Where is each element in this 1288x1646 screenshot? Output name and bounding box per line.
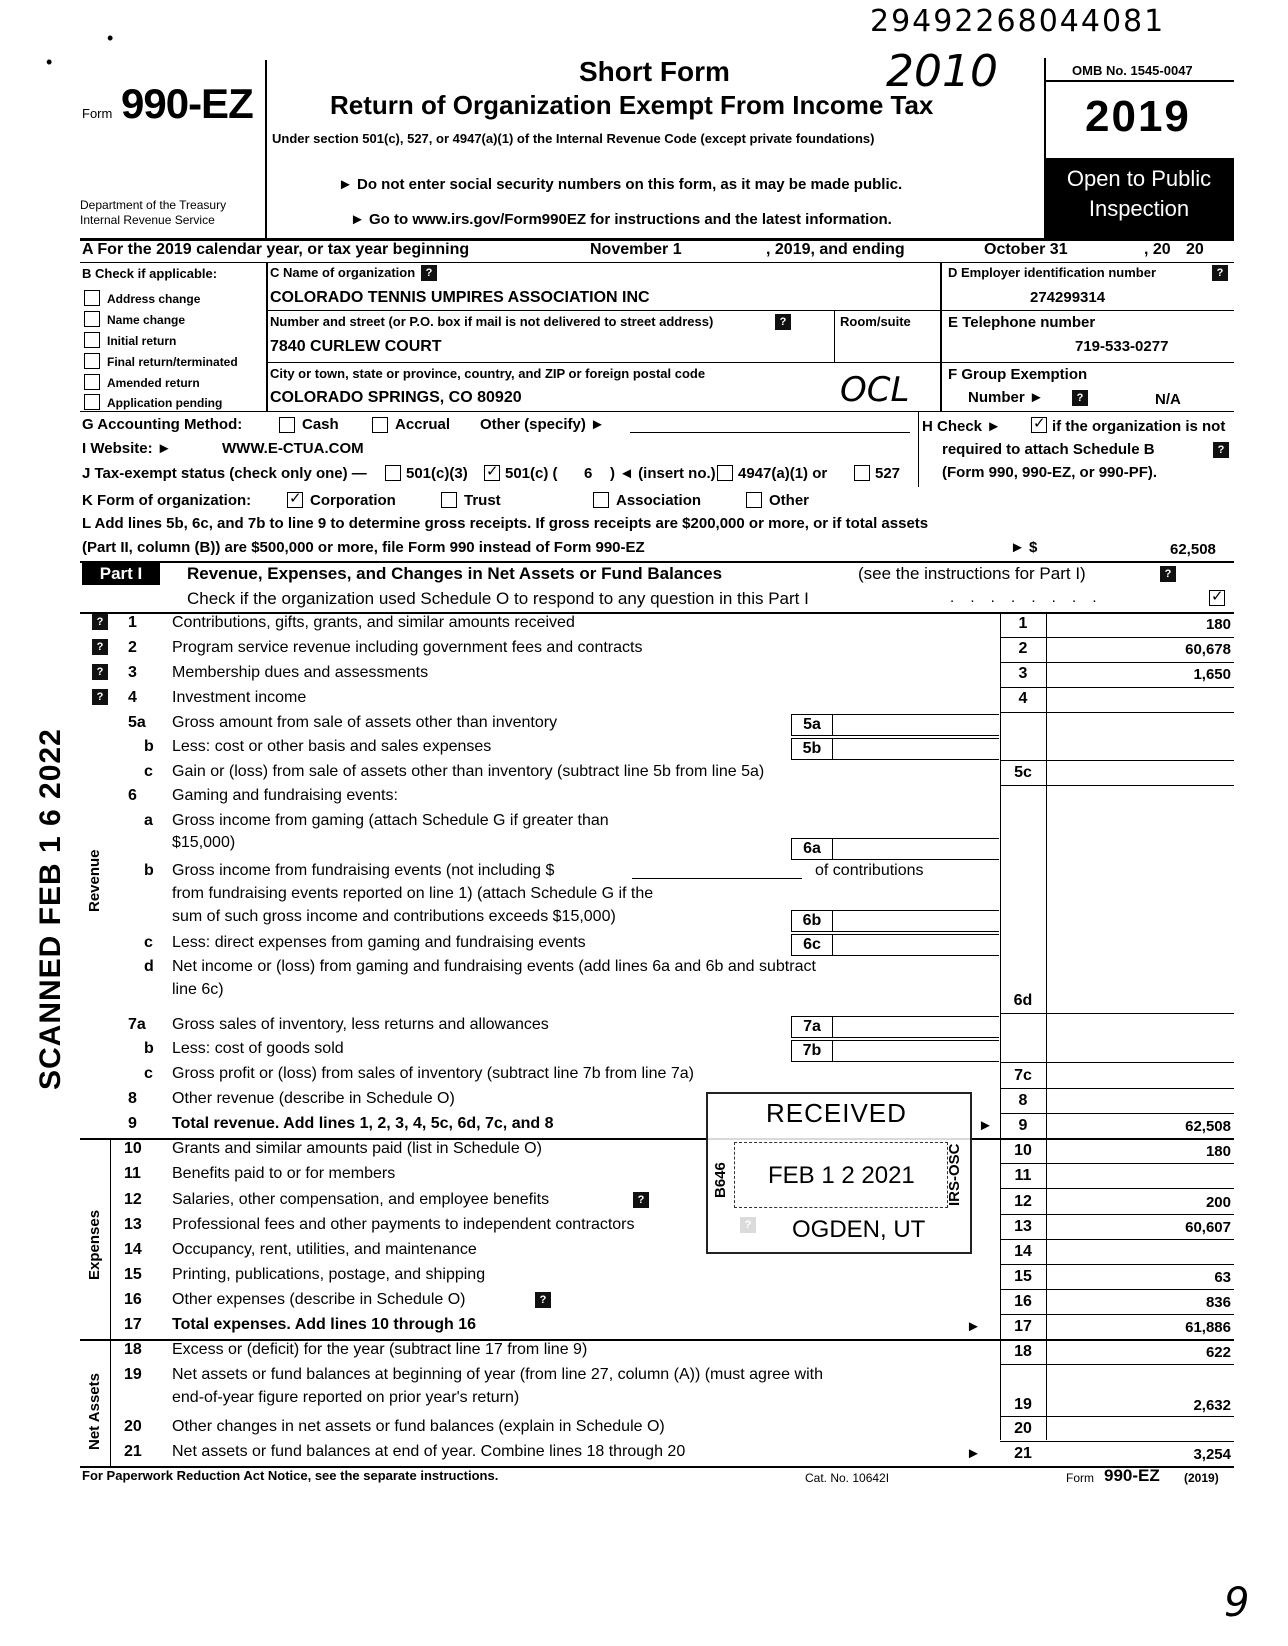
room-label: Room/suite bbox=[840, 314, 911, 329]
line-number: 16 bbox=[124, 1291, 142, 1308]
page-mark: 9 bbox=[1224, 1580, 1250, 1626]
inner-box-label: 6c bbox=[791, 934, 833, 956]
line-h-text3: required to attach Schedule B bbox=[942, 441, 1155, 458]
box-label: 3 bbox=[1018, 665, 1028, 682]
city-label: City or town, state or province, country, and ZIP or foreign postal code bbox=[270, 366, 706, 381]
inner-box-label: 6a bbox=[791, 838, 833, 860]
row-rule bbox=[1000, 1364, 1234, 1365]
footer-form-label: Form bbox=[1066, 1471, 1094, 1485]
gross-receipts-value[interactable]: 62,508 bbox=[1170, 541, 1216, 558]
line-2-text: Program service revenue including government fees and contracts bbox=[172, 639, 643, 656]
line-18-amount[interactable]: 622 bbox=[1205, 1344, 1231, 1361]
help-icon[interactable]: ? bbox=[92, 664, 108, 680]
line-6a-text1: Gross income from gaming (attach Schedule G if greater than bbox=[172, 812, 609, 829]
handwritten-code: OCL bbox=[840, 370, 910, 410]
expenses-side-label: Expenses bbox=[86, 1209, 103, 1280]
arrow-icon: ► bbox=[966, 1445, 981, 1462]
row-rule bbox=[1000, 1239, 1234, 1240]
line-6c-text: Less: direct expenses from gaming and fundraising events bbox=[172, 934, 586, 951]
form-subtitle: Under section 501(c), 527, or 4947(a)(1) of the Internal Revenue Code (except private foundations) bbox=[272, 131, 875, 146]
help-icon[interactable]: ? bbox=[92, 689, 108, 705]
line-6c-amount[interactable] bbox=[833, 934, 999, 956]
line-9-text: Total revenue. Add lines 1, 2, 3, 4, 5c, 6d, 7c, and 8 bbox=[172, 1115, 554, 1132]
line-number: 20 bbox=[124, 1418, 142, 1435]
schedule-o-check-text: Check if the organization used Schedule O to respond to any question in this Part I bbox=[187, 589, 809, 608]
line-g-label: G Accounting Method: bbox=[82, 416, 243, 433]
501c3-label: 501(c)(3) bbox=[406, 465, 468, 482]
help-icon[interactable]: ? bbox=[421, 265, 437, 281]
line-6b-text2: from fundraising events reported on line 1) (attach Schedule G if the bbox=[172, 885, 654, 902]
line-21-text: Net assets or fund balances at end of year. Combine lines 18 through 20 bbox=[172, 1443, 686, 1460]
line-number: 7a bbox=[128, 1016, 146, 1033]
help-icon[interactable]: ? bbox=[535, 1292, 551, 1308]
line-number: 19 bbox=[124, 1366, 142, 1383]
line-number: 21 bbox=[124, 1443, 142, 1460]
line-5a-text: Gross amount from sale of assets other than inventory bbox=[172, 714, 558, 731]
row-rule bbox=[1000, 1441, 1234, 1442]
line-6b-text1b: of contributions bbox=[815, 862, 924, 879]
association-label: Association bbox=[616, 492, 702, 509]
row-rule bbox=[1000, 1188, 1234, 1189]
dept-line2: Internal Revenue Service bbox=[80, 213, 215, 227]
line-13-amount[interactable]: 60,607 bbox=[1185, 1219, 1231, 1236]
open-to-public-text: Open to Public Inspection bbox=[1066, 166, 1212, 221]
phone-value[interactable]: 719-533-0277 bbox=[1075, 338, 1169, 355]
line-19-amount[interactable]: 2,632 bbox=[1193, 1397, 1231, 1414]
form-of-org-label: K Form of organization: bbox=[82, 492, 252, 509]
rule bbox=[80, 411, 1234, 412]
arrow-icon: ► bbox=[978, 1117, 993, 1134]
instruction-link: ► Go to www.irs.gov/Form990EZ for instructions and the latest information. bbox=[350, 211, 892, 228]
rule bbox=[266, 310, 940, 311]
line-number: b bbox=[144, 1040, 154, 1057]
ein-value[interactable]: 274299314 bbox=[1030, 289, 1106, 306]
box-label: 9 bbox=[1018, 1117, 1028, 1134]
box-label: 21 bbox=[1014, 1445, 1032, 1462]
header-rule bbox=[1044, 80, 1234, 82]
line-6a-amount[interactable] bbox=[833, 838, 999, 860]
line-number: a bbox=[144, 812, 153, 829]
net-assets-side-label: Net Assets bbox=[86, 1373, 103, 1450]
other-org-checkbox[interactable] bbox=[746, 492, 762, 508]
box-label: 5c bbox=[1014, 764, 1032, 781]
line-13-text: Professional fees and other payments to independent contractors bbox=[172, 1216, 635, 1233]
schedule-o-checkbox[interactable] bbox=[1209, 590, 1225, 606]
inner-box-label: 7b bbox=[791, 1040, 833, 1062]
box-label: 15 bbox=[1014, 1268, 1032, 1285]
line-12-text: Salaries, other compensation, and employee benefits bbox=[172, 1191, 550, 1208]
amended-return-label: Amended return bbox=[107, 376, 200, 390]
row-rule bbox=[1000, 1289, 1234, 1290]
corporation-checkbox[interactable] bbox=[287, 492, 303, 508]
line-5b-text: Less: cost or other basis and sales expenses bbox=[172, 738, 492, 755]
box-label: 2 bbox=[1018, 640, 1028, 657]
tax-year: 2019 bbox=[1085, 92, 1191, 141]
line-number: 6 bbox=[128, 787, 137, 804]
help-icon[interactable]: ? bbox=[1213, 442, 1229, 458]
trust-label: Trust bbox=[464, 492, 501, 509]
form-prefix: Form bbox=[82, 106, 113, 121]
scanned-stamp: SCANNED FEB 1 6 2022 bbox=[34, 728, 67, 1090]
dot-leader: . . . . . . . . bbox=[950, 589, 1103, 606]
initial-return-checkbox[interactable] bbox=[84, 332, 100, 348]
line-1-amount[interactable]: 180 bbox=[1205, 616, 1231, 633]
line-number: 10 bbox=[124, 1140, 142, 1157]
line-number: 12 bbox=[124, 1191, 142, 1208]
revenue-side-label: Revenue bbox=[86, 849, 103, 912]
box-label: 16 bbox=[1014, 1293, 1032, 1310]
other-method-input[interactable] bbox=[630, 432, 910, 433]
part1-tag: Part I bbox=[82, 563, 160, 585]
line-3-text: Membership dues and assessments bbox=[172, 664, 429, 681]
help-icon[interactable]: ? bbox=[633, 1192, 649, 1208]
line-number: 11 bbox=[124, 1165, 141, 1182]
box-label: 19 bbox=[1014, 1396, 1032, 1413]
line-a-year-prefix: , 20 bbox=[1144, 241, 1171, 258]
line-h-text4: (Form 990, 990-EZ, or 990-PF). bbox=[942, 464, 1158, 481]
line-number: 18 bbox=[124, 1341, 142, 1358]
tax-exempt-label: J Tax-exempt status (check only one) — bbox=[82, 465, 367, 482]
footer-year: (2019) bbox=[1184, 1471, 1219, 1485]
help-icon[interactable]: ? bbox=[1160, 566, 1176, 582]
line-number: 5a bbox=[128, 714, 146, 731]
line-5c-text: Gain or (loss) from sale of assets other than inventory (subtract line 5b from line 5a) bbox=[172, 763, 765, 780]
stamp-date: FEB 1 2 2021 bbox=[768, 1162, 915, 1189]
footer-cat-no: Cat. No. 10642I bbox=[805, 1471, 890, 1485]
inner-box-label: 5b bbox=[791, 738, 833, 760]
footer-paperwork: For Paperwork Reduction Act Notice, see the separate instructions. bbox=[82, 1468, 499, 1483]
line-number: c bbox=[144, 763, 153, 780]
form-number: 990-EZ bbox=[121, 80, 253, 127]
row-rule bbox=[1000, 1214, 1234, 1215]
section-c-border bbox=[266, 263, 268, 411]
line-7b-text: Less: cost of goods sold bbox=[172, 1040, 344, 1057]
501c3-checkbox[interactable] bbox=[385, 465, 401, 481]
street-address[interactable]: 7840 CURLEW COURT bbox=[270, 338, 442, 355]
header-divider bbox=[265, 60, 267, 238]
line-11-text: Benefits paid to or for members bbox=[172, 1165, 396, 1182]
stamp-title: RECEIVED bbox=[766, 1098, 907, 1128]
form-title-main: Return of Organization Exempt From Income Tax bbox=[330, 90, 934, 120]
row-rule bbox=[1000, 760, 1234, 761]
line-10-text: Grants and similar amounts paid (list in Schedule O) bbox=[172, 1140, 542, 1157]
inner-box-label: 5a bbox=[791, 714, 833, 736]
box-label: 20 bbox=[1014, 1420, 1032, 1437]
line-a-begin[interactable]: November 1 bbox=[590, 241, 682, 258]
line-17-text: Total expenses. Add lines 10 through 16 bbox=[172, 1316, 477, 1333]
line-6d-text2: line 6c) bbox=[172, 981, 224, 998]
line-1-text: Contributions, gifts, grants, and similar amounts received bbox=[172, 614, 575, 631]
line-l-text1: L Add lines 5b, 6c, and 7b to line 9 to determine gross receipts. If gross receipts are $200,000 or more, or if total assets bbox=[82, 515, 929, 532]
line-14-text: Occupancy, rent, utilities, and maintenance bbox=[172, 1241, 477, 1258]
box-label: 11 bbox=[1014, 1167, 1032, 1184]
final-return-checkbox[interactable] bbox=[84, 353, 100, 369]
row-rule bbox=[1000, 1163, 1234, 1164]
line-a-end[interactable]: October 31 bbox=[984, 241, 1068, 258]
line-6-text: Gaming and fundraising events: bbox=[172, 787, 398, 804]
cash-checkbox[interactable] bbox=[279, 417, 295, 433]
cash-label: Cash bbox=[302, 416, 339, 433]
line-6b-text3: sum of such gross income and contributions exceeds $15,000) bbox=[172, 908, 616, 925]
stamp-left-code: B646 bbox=[712, 1162, 729, 1198]
line-7a-amount[interactable] bbox=[833, 1016, 999, 1038]
accrual-checkbox[interactable] bbox=[372, 417, 388, 433]
help-icon[interactable]: ? bbox=[775, 314, 791, 330]
527-checkbox[interactable] bbox=[854, 465, 870, 481]
bullet-mark: • bbox=[46, 52, 53, 72]
accrual-label: Accrual bbox=[395, 416, 451, 433]
line-l-text2: (Part II, column (B)) are $500,000 or more, file Form 990 instead of Form 990-EZ bbox=[82, 539, 645, 556]
schedule-b-checkbox[interactable] bbox=[1031, 417, 1047, 433]
section-c-border bbox=[940, 263, 942, 411]
line-a-label: A For the 2019 calendar year, or tax year beginning bbox=[82, 241, 470, 258]
group-exemption-label: F Group Exemption bbox=[948, 366, 1088, 383]
line-h-divider bbox=[918, 411, 919, 487]
line-a-end-year[interactable]: 20 bbox=[1186, 241, 1204, 258]
box-label: 17 bbox=[1014, 1318, 1032, 1335]
room-divider bbox=[834, 310, 835, 362]
name-change-checkbox[interactable] bbox=[84, 311, 100, 327]
line-number: c bbox=[144, 934, 153, 951]
line-20-text: Other changes in net assets or fund balances (explain in Schedule O) bbox=[172, 1418, 665, 1435]
line-5a-amount[interactable] bbox=[833, 714, 999, 736]
open-to-public bbox=[1044, 158, 1234, 238]
group-number-value[interactable]: N/A bbox=[1155, 391, 1181, 408]
line-number: d bbox=[144, 958, 154, 975]
form-title-short: Short Form bbox=[579, 56, 730, 87]
line-number: b bbox=[144, 862, 154, 879]
line-15-amount[interactable]: 63 bbox=[1214, 1269, 1231, 1286]
row-rule bbox=[1000, 785, 1234, 786]
inner-box-label: 6b bbox=[791, 910, 833, 932]
line-18-text: Excess or (deficit) for the year (subtract line 17 from line 9) bbox=[172, 1341, 588, 1358]
line-12-amount[interactable]: 200 bbox=[1205, 1194, 1231, 1211]
box-label: 1 bbox=[1018, 615, 1028, 632]
box-label: 18 bbox=[1014, 1343, 1032, 1360]
line-number: 17 bbox=[124, 1316, 142, 1333]
row-rule bbox=[1000, 1416, 1234, 1417]
line-9-amount[interactable]: 62,508 bbox=[1185, 1118, 1231, 1135]
trust-checkbox[interactable] bbox=[441, 492, 457, 508]
part1-title: Revenue, Expenses, and Changes in Net Assets or Fund Balances bbox=[187, 564, 723, 583]
row-rule bbox=[1000, 1314, 1234, 1315]
box-column-right bbox=[1046, 612, 1047, 1440]
group-number-label: Number ► bbox=[968, 389, 1044, 406]
line-number: 14 bbox=[124, 1241, 142, 1258]
instruction-ssn: ► Do not enter social security numbers on this form, as it may be made public. bbox=[338, 176, 903, 193]
line-19-text2: end-of-year figure reported on prior year's return) bbox=[172, 1389, 520, 1406]
box-label: 6d bbox=[1013, 992, 1033, 1009]
row-rule bbox=[1000, 1013, 1234, 1014]
org-name[interactable]: COLORADO TENNIS UMPIRES ASSOCIATION INC bbox=[270, 289, 650, 306]
row-rule bbox=[1000, 712, 1234, 713]
ein-label: D Employer identification number bbox=[948, 265, 1157, 280]
line-7c-text: Gross profit or (loss) from sales of inventory (subtract line 7b from line 7a) bbox=[172, 1065, 694, 1082]
line-number: b bbox=[144, 738, 154, 755]
help-icon[interactable]: ? bbox=[1072, 390, 1088, 406]
line-number: 8 bbox=[128, 1090, 137, 1107]
line-21-amount[interactable]: 3,254 bbox=[1193, 1446, 1231, 1463]
rule bbox=[266, 362, 940, 363]
line-h-check: H Check ► bbox=[922, 418, 1002, 435]
line-number: 1 bbox=[128, 614, 137, 631]
4947-checkbox[interactable] bbox=[717, 465, 733, 481]
website-label: I Website: ► bbox=[82, 440, 172, 457]
line-10-amount[interactable]: 180 bbox=[1205, 1143, 1231, 1160]
line-l-arrow: ► $ bbox=[1010, 539, 1038, 556]
rule bbox=[940, 362, 1234, 363]
501c-insert-label: ) ◄ (insert no.) bbox=[610, 465, 716, 482]
dln-number: 29492268044081 bbox=[870, 4, 1166, 39]
line-5b-amount[interactable] bbox=[833, 738, 999, 760]
line-number: 2 bbox=[128, 639, 137, 656]
box-column-left bbox=[1000, 612, 1001, 1440]
line-7b-amount[interactable] bbox=[833, 1040, 999, 1062]
contributions-input[interactable] bbox=[632, 878, 802, 879]
application-pending-label: Application pending bbox=[107, 396, 223, 410]
association-checkbox[interactable] bbox=[593, 492, 609, 508]
row-rule bbox=[1000, 1264, 1234, 1265]
4947-label: 4947(a)(1) or bbox=[738, 465, 828, 482]
line-h-text2: if the organization is not bbox=[1052, 418, 1226, 435]
amended-return-checkbox[interactable] bbox=[84, 374, 100, 390]
street-label: Number and street (or P.O. box if mail is not delivered to street address) bbox=[270, 314, 714, 329]
line-number: c bbox=[144, 1065, 153, 1082]
box-label: 14 bbox=[1014, 1243, 1032, 1260]
other-org-label: Other bbox=[769, 492, 810, 509]
527-label: 527 bbox=[875, 465, 901, 482]
omb-number: OMB No. 1545-0047 bbox=[1072, 63, 1193, 78]
line-16-text: Other expenses (describe in Schedule O) bbox=[172, 1291, 466, 1308]
line-number: 3 bbox=[128, 664, 137, 681]
line-a-rule bbox=[80, 262, 1234, 263]
box-label: 8 bbox=[1018, 1092, 1028, 1109]
box-label: 10 bbox=[1014, 1142, 1032, 1159]
line-17-amount[interactable]: 61,886 bbox=[1185, 1319, 1231, 1336]
arrow-icon: ► bbox=[966, 1318, 981, 1335]
501c-label: 501(c) ( bbox=[505, 465, 558, 482]
501c-number[interactable]: 6 bbox=[584, 465, 593, 482]
footer-form-number: 990-EZ bbox=[1104, 1466, 1160, 1485]
address-change-checkbox[interactable] bbox=[84, 290, 100, 306]
line-7a-text: Gross sales of inventory, less returns and allowances bbox=[172, 1016, 549, 1033]
section-b-title: B Check if applicable: bbox=[82, 266, 218, 281]
help-icon[interactable]: ? bbox=[92, 639, 108, 655]
rule bbox=[80, 561, 1234, 563]
phone-label: E Telephone number bbox=[948, 314, 1096, 331]
address-change-label: Address change bbox=[107, 292, 201, 306]
help-icon[interactable]: ? bbox=[92, 614, 108, 630]
dept-line1: Department of the Treasury bbox=[80, 198, 227, 212]
line-3-amount[interactable]: 1,650 bbox=[1193, 666, 1231, 683]
handwritten-year: 2010 bbox=[886, 46, 998, 97]
row-rule bbox=[1000, 1113, 1234, 1114]
line-15-text: Printing, publications, postage, and shipping bbox=[172, 1266, 486, 1283]
line-6d-text1: Net income or (loss) from gaming and fundraising events (add lines 6a and 6b and subtract bbox=[172, 958, 816, 975]
side-divider bbox=[110, 1138, 111, 1466]
row-rule bbox=[1000, 1088, 1234, 1089]
line-a-mid: , 2019, and ending bbox=[766, 241, 905, 258]
website-value[interactable]: WWW.E-CTUA.COM bbox=[222, 440, 364, 457]
box-label: 7c bbox=[1014, 1067, 1032, 1084]
line-2-amount[interactable]: 60,678 bbox=[1185, 641, 1231, 658]
stamp-right-code: IRS-OSC bbox=[946, 1143, 963, 1206]
line-number: 4 bbox=[128, 689, 137, 706]
line-8-text: Other revenue (describe in Schedule O) bbox=[172, 1090, 455, 1107]
line-4-text: Investment income bbox=[172, 689, 307, 706]
line-6b-amount[interactable] bbox=[833, 910, 999, 932]
line-number: 15 bbox=[124, 1266, 142, 1283]
part1-title-suffix: (see the instructions for Part I) bbox=[858, 564, 1086, 583]
box-label: 12 bbox=[1014, 1193, 1032, 1210]
header-divider bbox=[1044, 58, 1046, 238]
org-name-label: C Name of organization bbox=[270, 265, 416, 280]
box-label: 4 bbox=[1018, 690, 1028, 707]
received-stamp bbox=[706, 1092, 972, 1254]
final-return-label: Final return/terminated bbox=[107, 355, 238, 369]
line-16-amount[interactable]: 836 bbox=[1205, 1294, 1231, 1311]
help-icon[interactable]: ? bbox=[1212, 265, 1228, 281]
line-6b-text1: Gross income from fundraising events (not including $ bbox=[172, 862, 555, 879]
name-change-label: Name change bbox=[107, 313, 186, 327]
line-6a-text2: $15,000) bbox=[172, 834, 236, 851]
row-rule bbox=[1000, 1062, 1234, 1063]
rule bbox=[940, 310, 1234, 311]
501c-checkbox[interactable] bbox=[484, 465, 500, 481]
box-label: 13 bbox=[1014, 1218, 1032, 1235]
stamp-place: OGDEN, UT bbox=[792, 1216, 926, 1243]
line-number: 13 bbox=[124, 1216, 142, 1233]
application-pending-checkbox[interactable] bbox=[84, 394, 100, 410]
inner-box-label: 7a bbox=[791, 1016, 833, 1038]
city-address[interactable]: COLORADO SPRINGS, CO 80920 bbox=[270, 389, 522, 406]
line-number: 9 bbox=[128, 1115, 137, 1132]
other-method-label: Other (specify) ► bbox=[480, 416, 605, 433]
line-19-text1: Net assets or fund balances at beginning of year (from line 27, column (A)) (must agree with bbox=[172, 1366, 823, 1383]
bullet-mark: • bbox=[107, 28, 114, 48]
initial-return-label: Initial return bbox=[107, 334, 177, 348]
corporation-label: Corporation bbox=[310, 492, 396, 509]
